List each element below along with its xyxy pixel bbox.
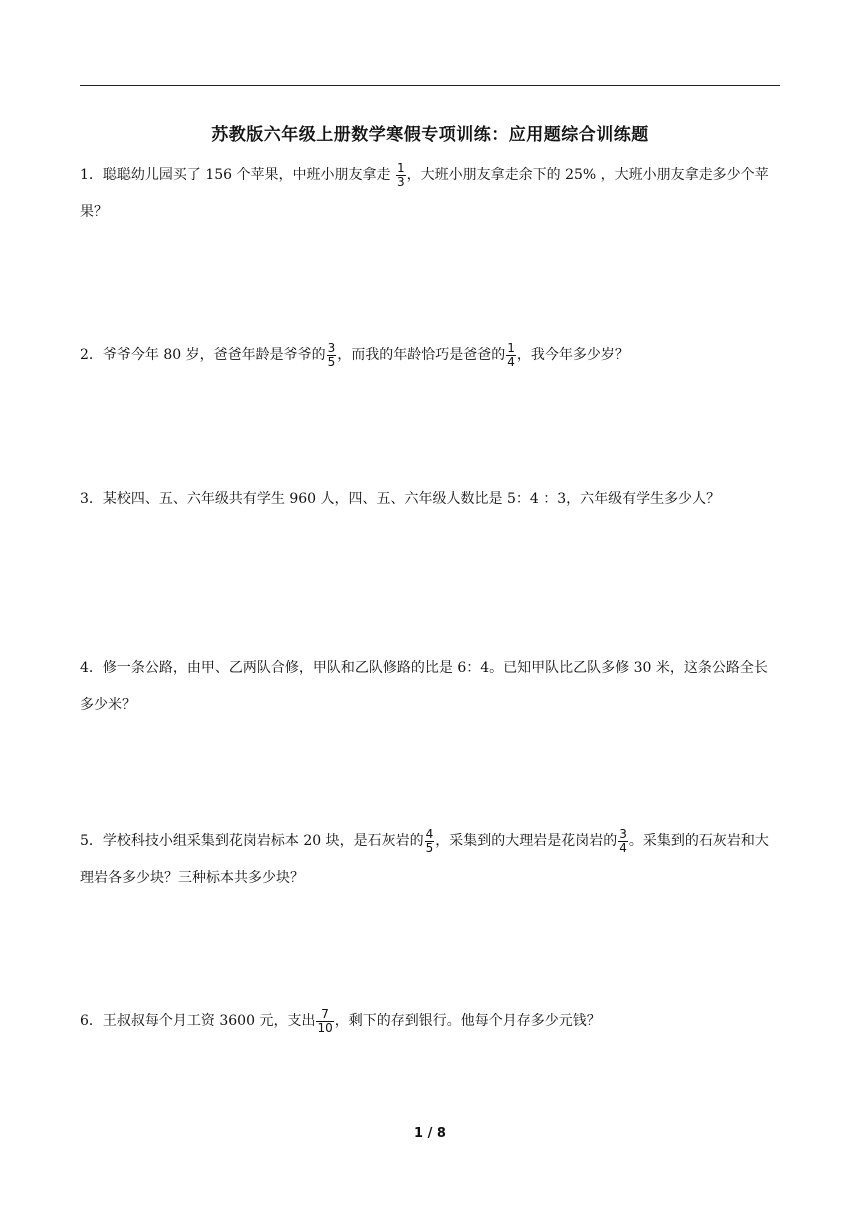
fraction xyxy=(506,342,516,369)
question-text: 某校四、五、六年级共有学生 960 人，四、五、六年级人数比是 5：4 ：3，六年级有学生多少人？ xyxy=(102,491,721,507)
question-6 xyxy=(80,1003,780,1040)
question-number: 4． xyxy=(80,660,103,676)
fraction-numerator: 3 xyxy=(619,826,627,841)
page-title: 苏教版六年级上册数学寒假专项训练：应用题综合训练题 xyxy=(211,125,649,145)
question-text: 王叔叔每个月工资 3600 元，支出 xyxy=(102,1013,316,1029)
question-1 xyxy=(80,157,780,231)
header-rule xyxy=(80,85,780,86)
question-3 xyxy=(80,481,780,518)
fraction-denominator: 4 xyxy=(507,354,515,369)
question-number: 6． xyxy=(80,1013,103,1029)
question-text: 爷爷今年 80 岁，爸爸年龄是爷爷的 xyxy=(102,347,326,363)
question-text: ，大班小朋友拿走余下的 25% ，大班小朋友拿走多少个苹果？ xyxy=(80,167,769,220)
fraction-numerator: 1 xyxy=(397,160,405,175)
question-text: 学校科技小组采集到花岗岩标本 20 块，是石灰岩的 xyxy=(102,833,424,849)
fraction-numerator: 4 xyxy=(425,826,434,841)
question-text: ，我今年多少岁？ xyxy=(516,347,629,363)
fraction-numerator: 1 xyxy=(507,340,515,355)
question-text: ，剩下的存到银行。他每个月存多少元钱？ xyxy=(334,1013,601,1029)
fraction-denominator: 5 xyxy=(425,840,434,855)
fraction-denominator: 4 xyxy=(619,840,627,855)
question-text: ，采集到的大理岩是花岗岩的 xyxy=(435,833,618,849)
question-2 xyxy=(80,337,780,374)
fraction-denominator: 10 xyxy=(317,1020,333,1035)
fraction xyxy=(618,828,628,855)
fraction xyxy=(316,1008,333,1035)
question-4 xyxy=(80,650,780,724)
question-number: 3． xyxy=(80,491,103,507)
fraction-numerator: 7 xyxy=(316,1008,333,1022)
fraction xyxy=(425,828,435,855)
fraction xyxy=(396,162,406,189)
question-text: ，而我的年龄恰巧是爸爸的 xyxy=(337,347,506,363)
fraction-denominator: 5 xyxy=(327,354,336,369)
question-number: 5． xyxy=(80,833,103,849)
question-text: 聪聪幼儿园买了 156 个苹果，中班小朋友拿走 xyxy=(102,167,395,183)
question-text: 。采集到的石灰岩和大理岩各多少块？三种标本共多少块？ xyxy=(80,833,769,886)
page-number: 1 / 8 xyxy=(414,1126,446,1141)
question-5 xyxy=(80,823,780,897)
fraction xyxy=(327,342,337,369)
question-text: 修一条公路，由甲、乙两队合修，甲队和乙队修路的比是 6：4。已知甲队比乙队多修 30 米，这条公路全长多少米？ xyxy=(80,660,768,713)
fraction-denominator: 3 xyxy=(397,174,405,189)
question-number: 2． xyxy=(80,347,103,363)
question-number: 1． xyxy=(80,167,103,183)
fraction-numerator: 3 xyxy=(327,340,336,355)
